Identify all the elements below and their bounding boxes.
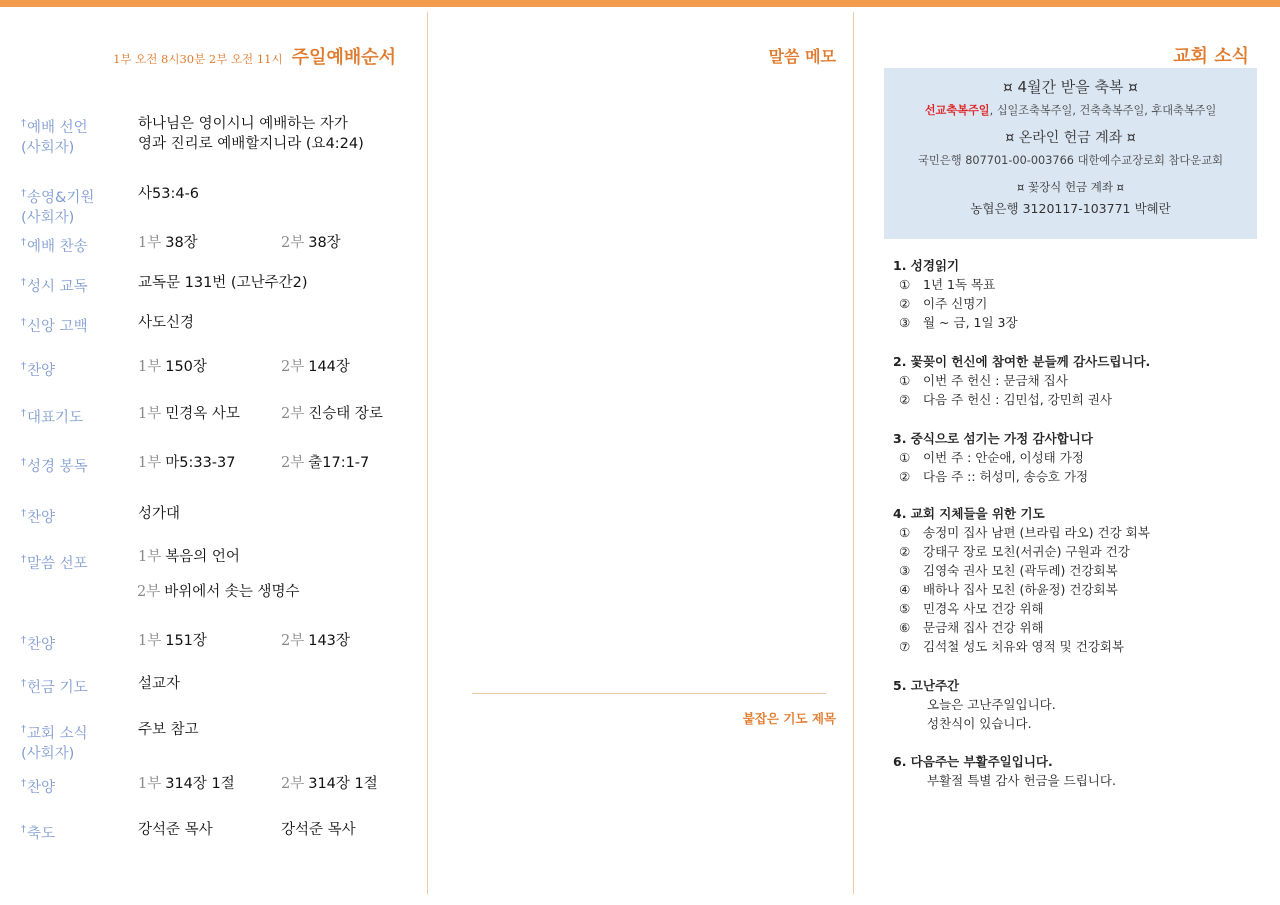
service-value-first: 1부 150장 — [138, 359, 207, 375]
service-label: †말씀 선포 — [21, 554, 88, 572]
service-value: 성가대 — [138, 506, 181, 522]
section-line: 성찬식이 있습니다. — [927, 716, 1032, 731]
service-header — [40, 43, 396, 69]
blessing-title: ¤ 4월간 받을 축복 ¤ — [1003, 78, 1138, 96]
church-news-title: 교회 소식 — [1173, 46, 1249, 67]
section-line: 오늘은 고난주일입니다. — [927, 697, 1056, 712]
list-item: ② 이주 신명기 — [899, 296, 988, 311]
list-item: ③ 월 ~ 금, 1일 3장 — [899, 315, 1018, 330]
online-offering-account: 국민은행 807701-00-003766 대한예수교장로회 참다운교회 — [917, 154, 1224, 167]
list-item: ① 이번 주 헌신 : 문금채 집사 — [899, 373, 1068, 388]
service-value-first: 강석준 목사 — [138, 822, 213, 838]
service-label: †찬양 — [21, 635, 56, 653]
list-item: ⑤ 민경옥 사모 건강 위해 — [899, 601, 1044, 616]
service-label: †송영&기원 (사회자) — [21, 188, 95, 226]
column-divider-right — [853, 12, 854, 894]
notes-divider — [472, 693, 826, 694]
announcement-box — [884, 68, 1257, 239]
list-item: ④ 배하나 집사 모친 (하윤정) 건강회복 — [899, 582, 1118, 597]
service-value-second: 2부 진승태 장로 — [281, 406, 383, 422]
section-title: 5. 고난주간 — [893, 678, 960, 693]
news-section-flowers — [893, 352, 1263, 409]
news-section-bible-reading — [893, 256, 1263, 332]
section-title: 4. 교회 지체들을 위한 기도 — [893, 506, 1045, 521]
online-offering-title: ¤ 온라인 헌금 계좌 ¤ — [1005, 130, 1136, 146]
service-value-second: 강석준 목사 — [281, 822, 356, 838]
service-value: 주보 참고 — [138, 722, 199, 738]
flower-offering-title: ¤ 꽃장식 헌금 계좌 ¤ — [1016, 180, 1125, 194]
section-line: 부활절 특별 감사 헌금을 드립니다. — [927, 773, 1116, 788]
section-title: 1. 성경읽기 — [893, 258, 960, 273]
service-label: †교회 소식 (사회자) — [21, 724, 88, 762]
blessing-list: 선교축복주일, 십일조축복주일, 건축축복주일, 후대축복주일 — [924, 104, 1217, 117]
service-value-second: 2부 144장 — [281, 359, 350, 375]
prayer-topics-title: 붙잡은 기도 제목 — [742, 711, 836, 726]
service-value-first: 1부 민경옥 사모 — [138, 406, 240, 422]
flower-offering-account: 농협은행 3120117-103771 박혜란 — [970, 201, 1171, 216]
list-item: ⑥ 문금채 집사 건강 위해 — [899, 620, 1044, 635]
blessing-highlight: 선교축복주일 — [924, 104, 990, 117]
column-divider-left — [427, 12, 428, 894]
section-title: 3. 중식으로 섬기는 가정 감사합니다 — [893, 431, 1093, 446]
service-value-second: 2부 바위에서 솟는 생명수 — [137, 584, 300, 600]
service-value-first: 1부 복음의 언어 — [138, 549, 240, 565]
service-value: 사53:4-6 — [138, 186, 200, 202]
service-value: 하나님은 영이시니 예배하는 자가 영과 진리로 예배할지니라 (요4:24) — [138, 116, 364, 152]
section-title: 2. 꽃꽂이 헌신에 참여한 분들께 감사드립니다. — [893, 354, 1151, 369]
list-item: ② 다음 주 :: 허성미, 송승호 가정 — [899, 469, 1089, 484]
top-accent-bar — [0, 0, 1280, 7]
service-label: †예배 선언 (사회자) — [21, 118, 88, 156]
service-value-first: 1부 314장 1절 — [138, 776, 235, 792]
service-label: †신앙 고백 — [21, 317, 88, 335]
service-label: †성경 봉독 — [21, 457, 88, 475]
news-section-passion-week — [893, 676, 1263, 733]
list-item: ② 강태구 장로 모친(서귀순) 구원과 건강 — [899, 544, 1130, 559]
news-section-easter — [893, 752, 1263, 790]
service-label: †찬양 — [21, 508, 56, 526]
list-item: ① 송정미 집사 남편 (브라립 라오) 건강 회복 — [899, 525, 1150, 540]
service-value-first: 1부 마5:33-37 — [138, 455, 236, 471]
service-label: †찬양 — [21, 361, 56, 379]
service-label: †대표기도 — [21, 408, 84, 426]
service-title: 주일예배순서 — [291, 47, 396, 68]
list-item: ① 1년 1독 목표 — [899, 277, 996, 292]
service-label: †찬양 — [21, 778, 56, 796]
section-title: 6. 다음주는 부활주일입니다. — [893, 754, 1053, 769]
sermon-notes-title: 말씀 메모 — [768, 47, 836, 66]
service-label: †축도 — [21, 824, 56, 842]
news-section-lunch — [893, 429, 1263, 486]
service-value-second: 2부 출17:1-7 — [281, 455, 370, 471]
service-times: 1부 오전 8시30분 2부 오전 11시 — [113, 52, 283, 66]
service-label: †예배 찬송 — [21, 237, 88, 255]
news-section-prayer — [893, 504, 1263, 656]
service-value-second: 2부 38장 — [281, 235, 341, 251]
service-value-second: 2부 314장 1절 — [281, 776, 378, 792]
service-value: 교독문 131번 (고난주간2) — [138, 275, 308, 291]
service-label: †성시 교독 — [21, 277, 88, 295]
list-item: ① 이번 주 : 안순애, 이성태 가정 — [899, 450, 1084, 465]
list-item: ② 다음 주 헌신 : 김민섭, 강민희 권사 — [899, 392, 1113, 407]
service-value-first: 1부 151장 — [138, 633, 207, 649]
list-item: ⑦ 김석철 성도 치유와 영적 및 건강회복 — [899, 639, 1124, 654]
list-item: ③ 김영숙 권사 모친 (곽두례) 건강회복 — [899, 563, 1118, 578]
service-value-first: 1부 38장 — [138, 235, 198, 251]
service-value-second: 2부 143장 — [281, 633, 350, 649]
service-label: †헌금 기도 — [21, 678, 88, 696]
service-value: 설교자 — [138, 676, 181, 692]
service-value: 사도신경 — [138, 315, 195, 331]
